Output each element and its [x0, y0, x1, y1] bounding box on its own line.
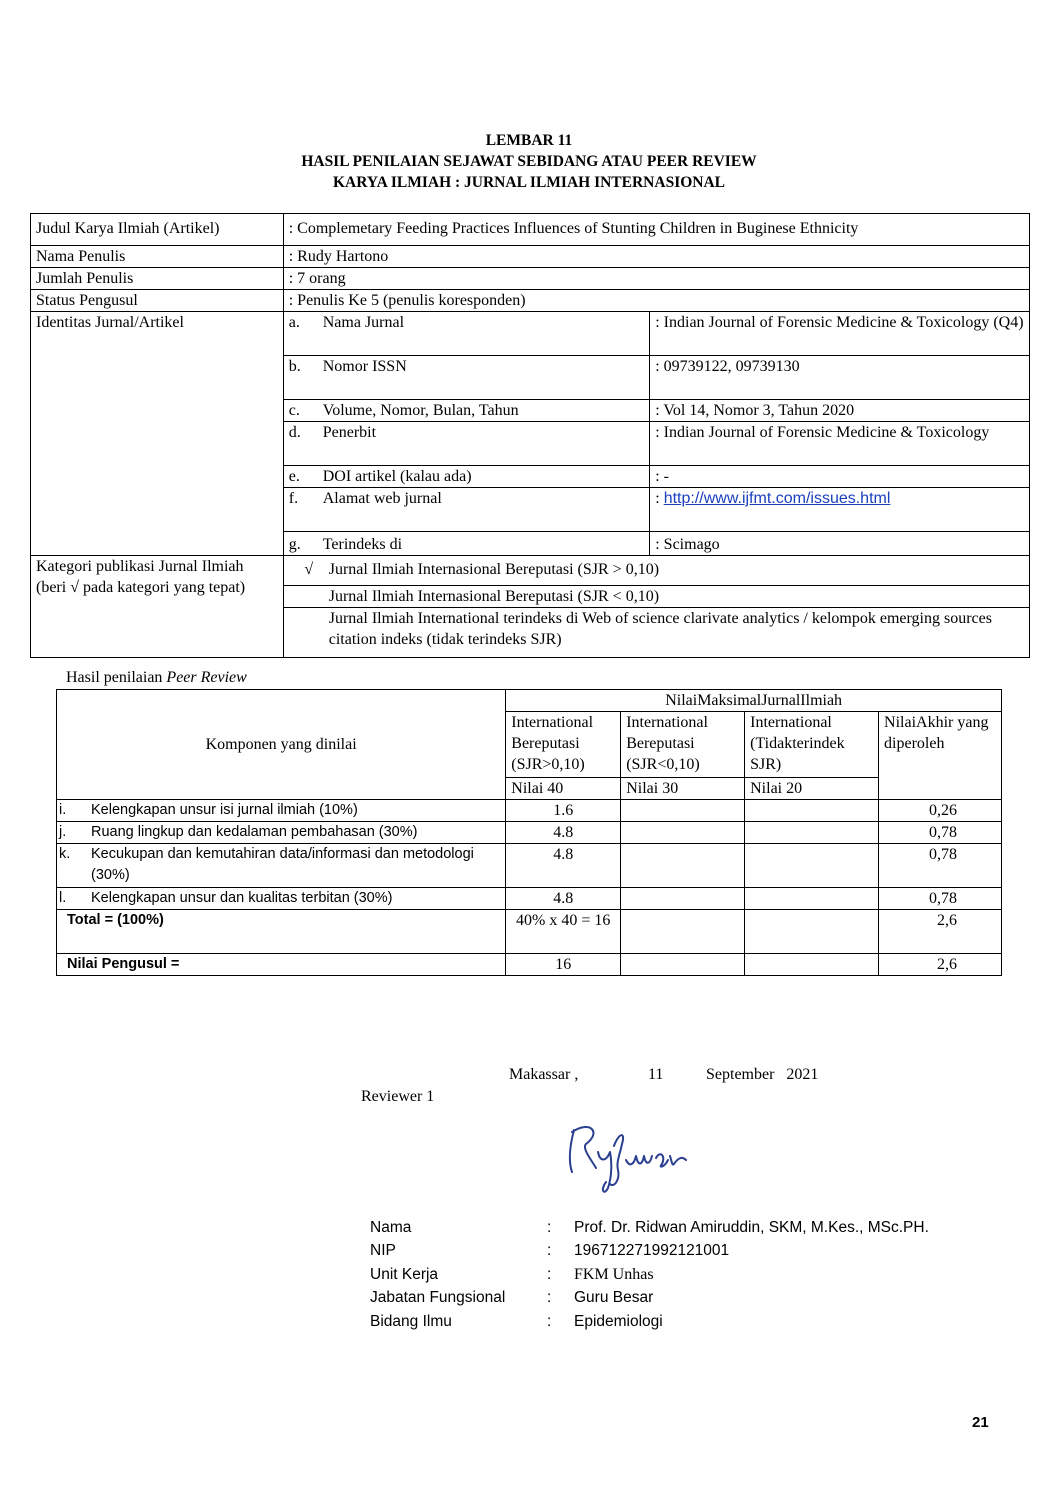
check-mark-icon: √: [304, 561, 314, 578]
sheet-subtitle-2: KARYA ILMIAH : JURNAL ILMIAH INTERNASIONAL: [332, 174, 726, 191]
kategori-option: Jurnal Ilmiah Internasional Bereputasi (SJR < 0,10): [283, 586, 1029, 608]
volume-value: : Vol 14, Nomor 3, Tahun 2020: [650, 400, 1030, 422]
identitas-label: Identitas Jurnal/Artikel: [31, 312, 284, 556]
reviewer-details: [370, 1216, 1010, 1334]
identitas-item: f. Alamat web jurnal: [283, 488, 650, 532]
komponen-cell: j. Ruang lingkup dan kedalaman pembahasan (30%): [57, 822, 506, 844]
kategori-label: Kategori publikasi Jurnal Ilmiah: [36, 558, 244, 575]
kategori-option: Jurnal Ilmiah International terindeks di Web of science clarivate analytics / kelompok emerging sources citation indeks (tidak terindeks SJR): [283, 608, 1029, 658]
komponen-cell: i. Kelengkapan unsur isi jurnal ilmiah (10%): [57, 800, 506, 822]
reviewer-label: Reviewer 1: [361, 1088, 435, 1105]
identitas-item: a. Nama Jurnal: [283, 312, 650, 356]
jumlah-penulis-label: Jumlah Penulis: [31, 268, 284, 290]
score-cell: [621, 844, 745, 888]
table-row: [57, 822, 1002, 844]
identitas-item: e. DOI artikel (kalau ada): [283, 466, 650, 488]
kategori-option: √ Jurnal Ilmiah Internasional Bereputasi (SJR > 0,10): [283, 556, 1029, 586]
reviewer-nip: 196712271992121001: [574, 1242, 730, 1260]
nilai-akhir-cell: 0,78: [879, 822, 1002, 844]
nilai-akhir-cell: 0,26: [879, 800, 1002, 822]
komponen-header: Komponen yang dinilai: [57, 690, 506, 800]
sign-day: 11: [648, 1066, 664, 1083]
detail-row: Nama : Prof. Dr. Ridwan Amiruddin, SKM, M.Kes., MSc.PH.: [370, 1218, 929, 1236]
doi-value: : -: [650, 466, 1030, 488]
col-bereputasi-low-header: International Bereputasi (SJR<0,10): [621, 712, 745, 778]
nilai-maksimal-header: NilaiMaksimalJurnalIlmiah: [506, 690, 1002, 712]
detail-row: Unit Kerja : FKM Unhas: [370, 1265, 654, 1283]
pengusul-label: Nilai Pengusul =: [57, 954, 506, 976]
kategori-hint: (beri √ pada kategori yang tepat): [36, 579, 246, 596]
nilai-akhir-cell: 0,78: [879, 844, 1002, 888]
terindeks-value: : Scimago: [650, 532, 1030, 556]
score-cell: [745, 800, 879, 822]
sheet-title: LEMBAR 11: [485, 132, 573, 149]
total-nilai-akhir: 2,6: [879, 910, 1002, 954]
pengusul-nilai-akhir: 2,6: [879, 954, 1002, 976]
nilai-akhir-header: NilaiAkhir yang diperoleh: [879, 712, 1002, 800]
signature-image: [560, 1110, 700, 1200]
nama-jurnal-value: : Indian Journal of Forensic Medicine & Toxicology (Q4): [650, 312, 1030, 356]
total-row: [57, 910, 1002, 954]
col-tidak-terindeks-header: International (Tidakterindek SJR): [745, 712, 879, 778]
reviewer-bidang: Epidemiologi: [574, 1312, 663, 1330]
jumlah-penulis-value: : 7 orang: [283, 268, 1029, 290]
table-row: [57, 844, 1002, 888]
sheet-subtitle: HASIL PENILAIAN SEJAWAT SEBIDANG ATAU PEER REVIEW: [301, 153, 757, 170]
judul-label: Judul Karya Ilmiah (Artikel): [31, 214, 284, 246]
detail-row: Bidang Ilmu : Epidemiologi: [370, 1312, 663, 1330]
issn-value: : 09739122, 09739130: [650, 356, 1030, 400]
identitas-item: b. Nomor ISSN: [283, 356, 650, 400]
identitas-item: d. Penerbit: [283, 422, 650, 466]
reviewer-jabatan: Guru Besar: [574, 1289, 654, 1307]
total-score: 40% x 40 = 16: [506, 910, 621, 954]
article-info-table: [30, 213, 1030, 658]
identitas-item: c. Volume, Nomor, Bulan, Tahun: [283, 400, 650, 422]
detail-row: NIP : 196712271992121001: [370, 1242, 730, 1260]
score-cell: [621, 888, 745, 910]
score-cell: 4.8: [506, 844, 621, 888]
table-row: [57, 800, 1002, 822]
table-row: [57, 888, 1002, 910]
page-number: 21: [972, 1414, 989, 1431]
status-value: : Penulis Ke 5 (penulis koresponden): [283, 290, 1029, 312]
score-cell: [745, 888, 879, 910]
status-label: Status Pengusul: [31, 290, 284, 312]
komponen-cell: l. Kelengkapan unsur dan kualitas terbitan (30%): [57, 888, 506, 910]
reviewer-name: Prof. Dr. Ridwan Amiruddin, SKM, M.Kes., MSc.PH.: [574, 1218, 929, 1236]
judul-value: : Complemetary Feeding Practices Influences of Stunting Children in Buginese Ethnicity: [283, 214, 1029, 246]
pengusul-row: [57, 954, 1002, 976]
nilai-20: Nilai 20: [745, 778, 879, 800]
penerbit-value: : Indian Journal of Forensic Medicine & Toxicology: [650, 422, 1030, 466]
web-value: : http://www.ijfmt.com/issues.html: [650, 488, 1030, 532]
pengusul-score: 16: [506, 954, 621, 976]
score-cell: 1.6: [506, 800, 621, 822]
score-cell: [621, 800, 745, 822]
identitas-item: g. Terindeks di: [283, 532, 650, 556]
total-label: Total = (100%): [57, 910, 506, 954]
peer-review-table: [56, 689, 1002, 976]
nilai-30: Nilai 30: [621, 778, 745, 800]
reviewer-unit: FKM Unhas: [574, 1265, 654, 1283]
sign-month-year: September 2021: [706, 1066, 819, 1083]
journal-web-link[interactable]: http://www.ijfmt.com/issues.html: [663, 490, 891, 507]
score-cell: [745, 822, 879, 844]
review-caption: Hasil penilaian Peer Review: [66, 669, 247, 686]
score-cell: [621, 822, 745, 844]
col-bereputasi-header: International Bereputasi (SJR>0,10): [506, 712, 621, 778]
penulis-value: : Rudy Hartono: [283, 246, 1029, 268]
kategori-cell: [31, 556, 284, 658]
nilai-40: Nilai 40: [506, 778, 621, 800]
nilai-akhir-cell: 0,78: [879, 888, 1002, 910]
sign-city: Makassar ,: [509, 1066, 579, 1083]
score-cell: 4.8: [506, 888, 621, 910]
score-cell: 4.8: [506, 822, 621, 844]
detail-row: Jabatan Fungsional : Guru Besar: [370, 1289, 654, 1307]
penulis-label: Nama Penulis: [31, 246, 284, 268]
score-cell: [745, 844, 879, 888]
komponen-cell: k. Kecukupan dan kemutahiran data/informasi dan metodologi (30%): [57, 844, 506, 888]
